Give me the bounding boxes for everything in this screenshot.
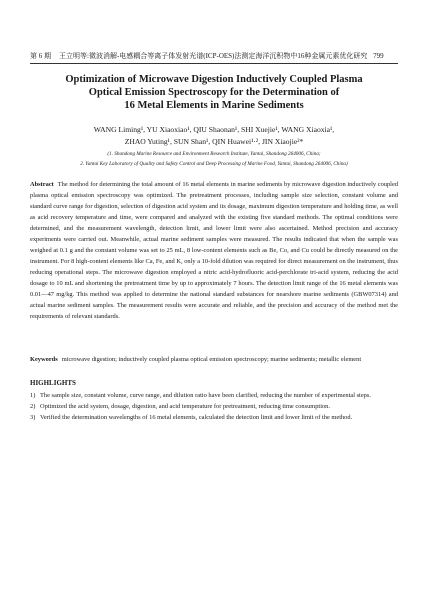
highlight-text: Optimized the acid system, dosage, digestion, and acid temperature for pretreatment, reducing time consumption.: [40, 403, 330, 410]
affiliations: [40, 150, 388, 169]
highlights-heading: HIGHLIGHTS: [30, 379, 76, 387]
highlight-item: [30, 412, 398, 423]
header-rule: [30, 63, 398, 64]
title-line-2: Optical Emission Spectroscopy for the Determination of: [88, 87, 340, 98]
affiliation-line-1: (1. Shandong Marine Resource and Environment Research Institute, Yantai, Shandong 264006, China;: [107, 151, 321, 157]
affiliation-line-2: 2. Yantai Key Laboratory of Quality and Safety Control and Deep Processing of Marine Food, Yantai, Shandong 264006, China): [80, 160, 348, 167]
issue-number: 第 6 期: [30, 52, 51, 60]
highlight-text: The sample size, constant volume, curve range, and dilution ratio have been clarified, reducing the number of experimental steps.: [40, 392, 371, 399]
page-number: 799: [373, 52, 384, 60]
keywords: [30, 354, 398, 365]
keywords-label: Keywords: [30, 356, 58, 363]
keywords-text: microwave digestion; inductively coupled plasma optical emission spectroscopy; marine sediments; metallic element: [61, 356, 362, 363]
highlight-text: Verified the determination wavelengths of 16 metal elements, calculated the detection limit and lower limit of the method.: [40, 414, 353, 421]
running-header: [30, 52, 398, 61]
highlight-number: 2): [30, 403, 36, 410]
abstract-label: Abstract: [30, 181, 54, 188]
abstract: [30, 179, 398, 322]
highlight-item: [30, 401, 398, 412]
highlight-number: 1): [30, 392, 36, 399]
authors-line-2: ZHAO Yuting¹, SUN Shan¹, QIN Huawei¹·², JIN Xiaojie²*: [124, 137, 304, 146]
highlight-item: [30, 390, 398, 401]
highlight-number: 3): [30, 414, 36, 421]
running-title: 王立明等:微波消解-电感耦合等离子体发射光谱(ICP-OES)法测定海洋沉积物中16种金属元素优化研究: [59, 52, 368, 60]
highlights-list: [30, 390, 398, 423]
author-list: [40, 124, 388, 148]
authors-line-1: WANG Liming¹, YU Xiaoxiao¹, QIU Shaonan¹, SHI Xuejie¹, WANG Xiaoxia¹,: [93, 125, 335, 134]
title-line-3: 16 Metal Elements in Marine Sediments: [124, 100, 304, 111]
abstract-text: The method for determining the total amount of 16 metal elements in marine sediments by microwave digestion inductively coupled plasma optical emission spectroscopy was optimized. The pretreatment processes, including sample size selection, constant volume and standard curve range for digestion, selection of digestion acid system and its dosage, maximum digestion temperature and holding time, as well as acid recovery temperature and time, were compared and analyzed with the existing five standard methods. The optimal conditions were determined, and the measurement wavelength, detection limit, and lower limit were also ascertained. Method precision and accuracy experiments were carried out. Meanwhile, actual marine sediment samples were measured. The results indicated that when the sample was weighed at 0.1 g and the constant volume was set to 25 mL, 8 low-content elements such as Be, Co, and Cu could be directly measured on the instrument. For 8 high-content elements like Ca, Fe, and K, only a 10-fold dilution was required for direct measurement on the instrument, thus reducing operational steps. The microwave digestion employed a nitric acid-hydrofluoric acid-perchlorate tri-acid system, reducing the acid dosage to 10 mL and shortening the pretreatment time by up to approximately 7 hours. The detection limit range of the 16 metal elements was 0.01—47 mg/kg. This method was applied to determine the national standard substances for nearshore marine sediments (GBW07314) and actual marine sediment samples. The measurement results were accurate and reliable, and the precision and accuracy of the method met the requirements of relevant standards.: [30, 181, 398, 320]
paper-title: [40, 73, 388, 112]
title-line-1: Optimization of Microwave Digestion Inductively Coupled Plasma: [65, 74, 363, 85]
